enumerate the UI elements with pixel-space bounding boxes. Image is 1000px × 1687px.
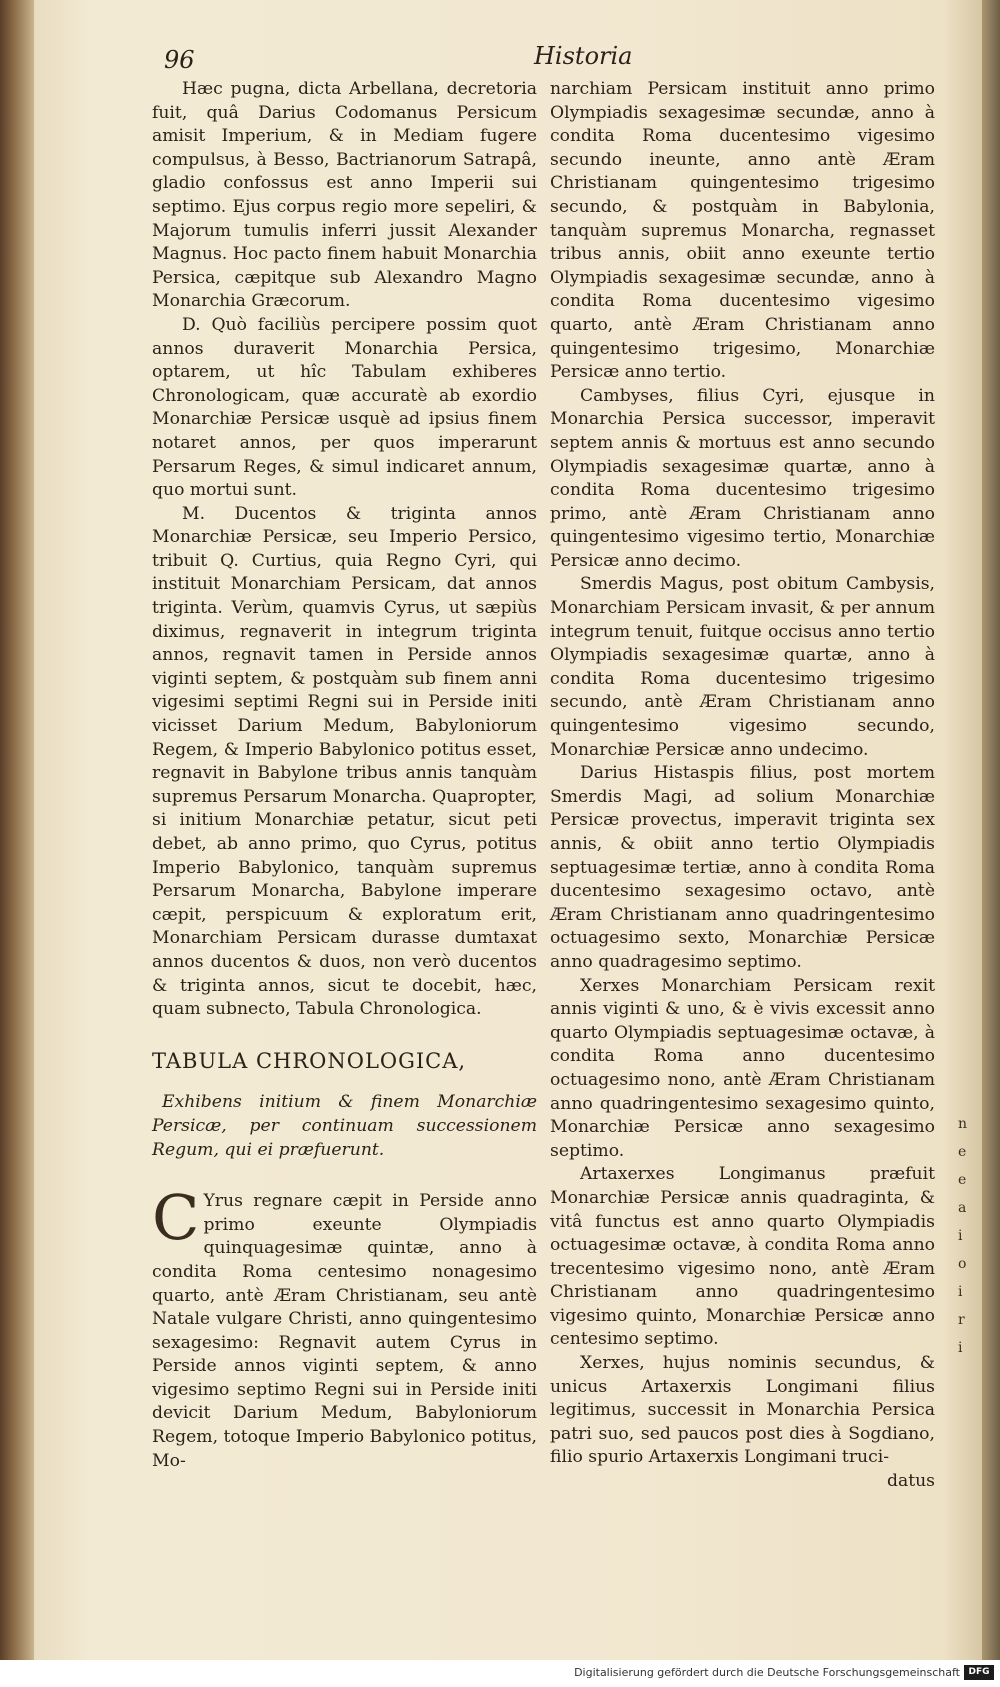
paragraph-text: Yrus regnare cæpit in Perside anno primo exeunte Olympiadis quinquagesimæ quintæ, anno à condita Roma centesimo nonagesimo quarto, antè Æram Christianam, seu antè Natale vulgare Christi, anno quingentesimo sexagesimo: Regnavit autem Cyrus in Perside annos viginti septem, & anno vigesimo septimo Regni sui in Perside initi devicit Darium Medum, Babyloniorum Regem, totoque Imperio Babylonico potitus, Mo- (152, 1191, 537, 1471)
paragraph: Xerxes, hujus nominis secundus, & unicus Artaxerxis Longimani filius legitimus, successit in Monarchia Persica patri suo, sed paucos post dies à Sogdiano, filio spurio Artaxerxis Longimani truci- (550, 1353, 935, 1468)
paragraph: Cambyses, filius Cyri, ejusque in Monarchia Persica successor, imperavit septem annis & mortuus est anno secundo Olympiadis sexagesimæ quartæ, anno à condita Roma ducentesimo trigesimo primo, antè Æram Christianam anno quingentesimo vigesimo tertio, Monarchiæ Persicæ anno decimo. (550, 385, 935, 571)
paragraph: Artaxerxes Longimanus præfuit Monarchiæ Persicæ annis quadraginta, & vitâ functus est anno quarto Olympiadis octuagesimæ octavæ, à condita Roma anno trecentesimo vigesimo nono, antè Æram Christianam anno quadringentesimo vigesimo quinto, Monarchiæ Persicæ anno centesimo septimo. (550, 1164, 935, 1350)
margin-letter: r (958, 1312, 965, 1328)
paragraph: Smerdis Magus, post obitum Cambysis, Monarchiam Persicam invasit, & per annum integrum tenuit, fuitque occisus anno tertio Olympiadis sexagesimæ quartæ, anno à condita Roma ducentesimo trigesimo secundo, antè Æram Christianam anno quingentesimo vigesimo secundo, Monarchiæ Persicæ anno undecimo. (550, 574, 935, 760)
paragraph: M. Ducentos & triginta annos Monarchiæ Persicæ, seu Imperio Persico, tribuit Q. Curtius, quia Regno Cyri, qui instituit Monarchiam Persicam, dat annos triginta. Verùm, quamvis Cyrus, ut sæpiùs diximus, regnaverit in integrum triginta annos, regnavit tamen in Perside annos viginti septem, & postquàm sub finem anni vigesimi septimi Regni sui in Perside initi vicisset Darium Medum, Babyloniorum Regem, & Imperio Babylonico potitus esset, regnavit in Babylone tribus annis tanquàm supremus Persarum Monarcha. Quapropter, si initium Monarchiæ petatur, sicut peti debet, ab anno primo, quo Cyrus, potitus Imperio Babylonico, tanquàm supremus Persarum Monarcha, Babylone imperare cæpit, perspicuum & exploratum erit, Monarchiam Persicam durasse dumtaxat annos ducentos & duos, non verò ducentos & triginta annos, sicut te docebit, hæc, quam subnecto, Tabula Chronologica. (152, 503, 537, 1020)
margin-letter: a (958, 1200, 967, 1216)
running-head: Historia (534, 42, 633, 70)
book-spine (0, 0, 34, 1687)
table-heading: TABULA CHRONOLOGICA, (152, 1048, 467, 1073)
facing-page-letters (958, 1110, 978, 1362)
margin-letter: n (958, 1116, 968, 1132)
table-subtitle: Exhibens initium & finem Monarchiæ Persicæ, per continuam successionem Regum, qui ei præfuerunt. (152, 1092, 537, 1160)
book-page (34, 0, 982, 1660)
paragraph: narchiam Persicam instituit anno primo Olympiadis sexagesimæ secundæ, anno à condita Roma ducentesimo vigesimo secundo ineunte, anno antè Æram Christianam quingentesimo trigesimo secundo, & postquàm in Babylonia, tanquàm supremus Monarcha, regnasset tribus annis, obiit anno exeunte tertio Olympiadis sexagesimæ secundæ, anno à condita Roma ducentesimo vigesimo quarto, antè Æram Christianam anno quingentesimo trigesimo, Monarchiæ Persicæ anno tertio. (550, 79, 935, 383)
margin-letter: i (958, 1284, 963, 1300)
page-number: 96 (164, 46, 195, 74)
paragraph: Darius Histaspis filius, post mortem Smerdis Magi, ad solium Monarchiæ Persicæ provectus, imperavit triginta sex annis, & obiit anno tertio Olympiadis septuagesimæ tertiæ, anno à condita Roma ducentesimo sexagesimo octavo, antè Æram Christianam anno quadringentesimo octuagesimo sexto, Monarchiæ Persicæ anno quadragesimo septimo. (550, 763, 935, 972)
drop-cap: C (152, 1181, 200, 1255)
page-edge (982, 0, 1000, 1660)
margin-letter: e (958, 1172, 967, 1188)
margin-letter: e (958, 1144, 967, 1160)
catchword: datus (886, 1471, 935, 1492)
digitization-footer (0, 1660, 1000, 1687)
margin-letter: i (958, 1228, 963, 1244)
footer-credit: Digitalisierung gefördert durch die Deutsche Forschungsgemeinschaft (574, 1666, 960, 1679)
left-column (152, 78, 537, 1473)
paragraph: Xerxes Monarchiam Persicam rexit annis viginti & uno, & è vivis excessit anno quarto Olympiadis septuagesimæ octavæ, à condita Roma anno ducentesimo octuagesimo nono, antè Æram Christianam anno quadringentesimo sexagesimo quinto, Monarchiæ Persicæ anno sexagesimo septimo. (550, 975, 935, 1161)
paragraph-with-drop-cap (152, 1181, 537, 1473)
margin-letter: o (958, 1256, 967, 1272)
dfg-logo-icon: DFG (964, 1665, 994, 1680)
paragraph: Hæc pugna, dicta Arbellana, decretoria fuit, quâ Darius Codomanus Persicum amisit Imperium, & in Mediam fugere compulsus, à Besso, Bactrianorum Satrapâ, gladio confossus est anno Imperii sui septimo. Ejus corpus regio more sepeliri, & Majorum tumulis inferri jussit Alexander Magnus. Hoc pacto finem habuit Monarchia Persica, cæpitque sub Alexandro Magno Monarchia Græcorum. (152, 79, 537, 312)
paragraph: D. Quò faciliùs percipere possim quot annos duraverit Monarchia Persica, optarem, ut hîc Tabulam exhiberes Chronologicam, quæ accuratè ab exordio Monarchiæ Persicæ usquè ad ipsius finem notaret annos, per quos imperarunt Persarum Reges, & simul indicaret annum, quo mortui sunt. (152, 314, 537, 501)
right-column (550, 78, 935, 1494)
margin-letter: i (958, 1340, 963, 1356)
